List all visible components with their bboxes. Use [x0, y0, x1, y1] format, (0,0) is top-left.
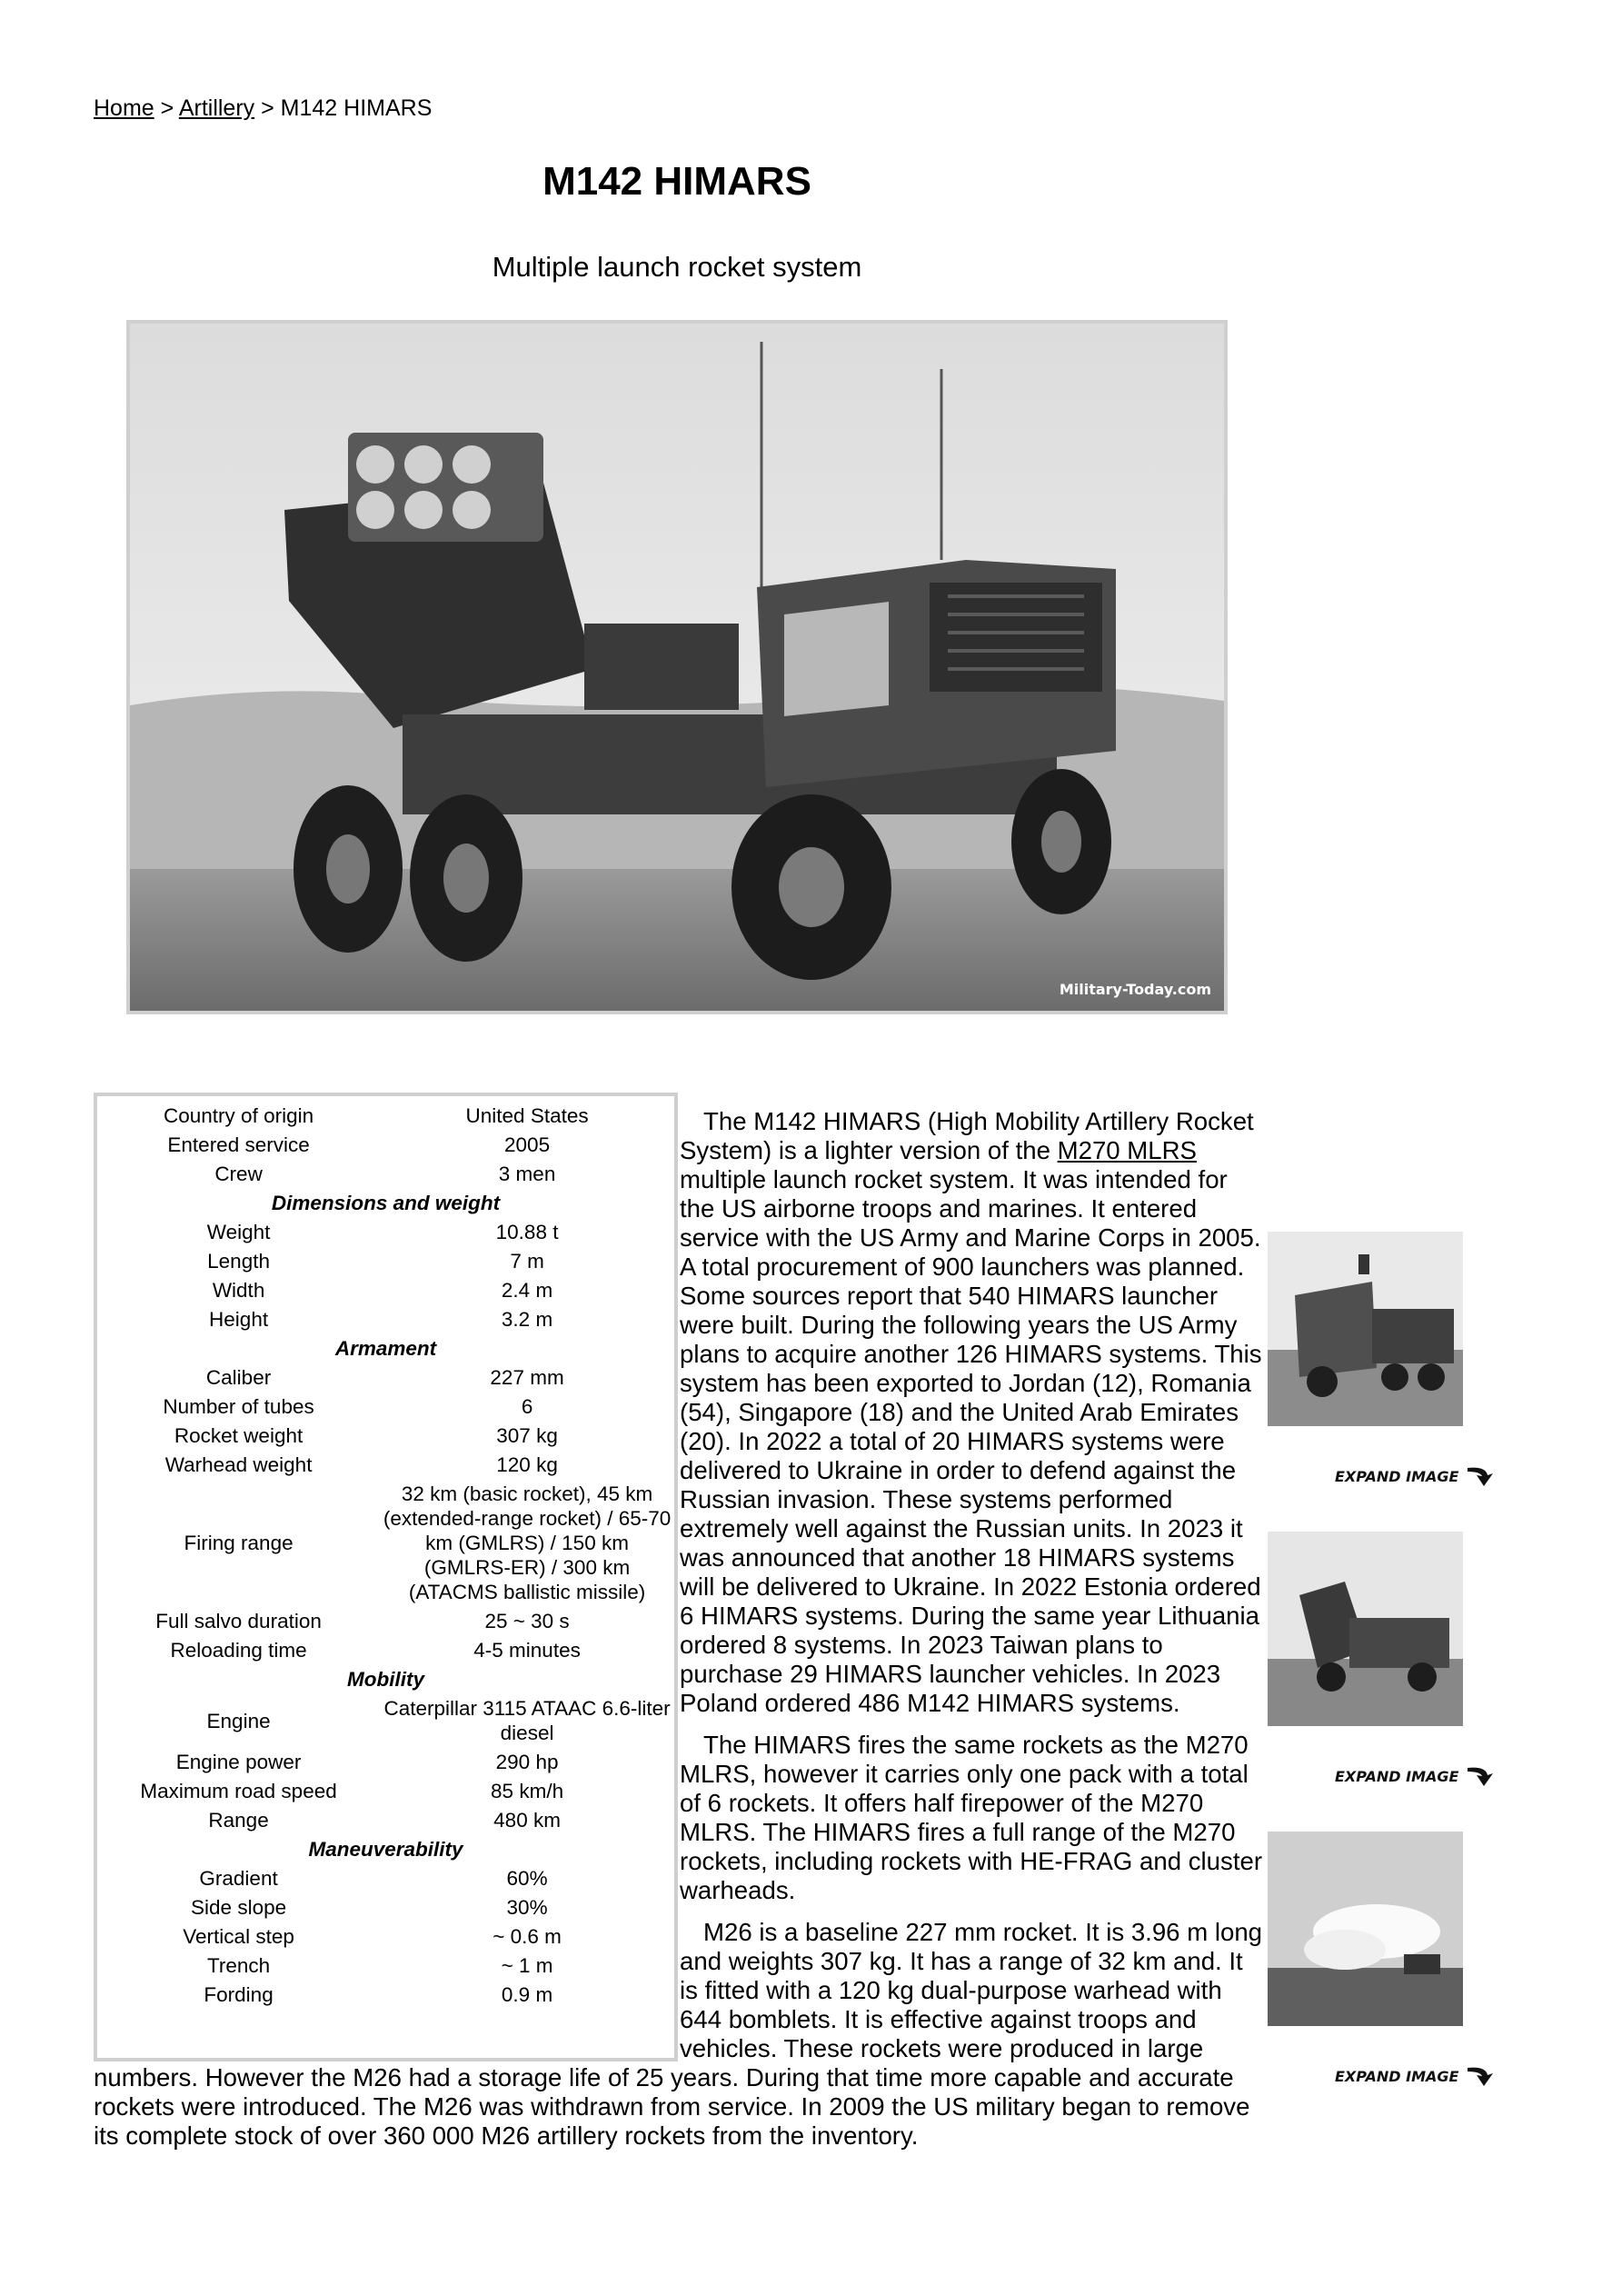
spec-label: Firing range: [184, 1532, 294, 1554]
spec-value: Caterpillar 3115 ATAAC 6.6-liter diesel: [383, 1697, 671, 1744]
spec-label: Fording: [204, 1983, 274, 2006]
spec-label: Entered service: [167, 1133, 310, 1156]
spec-section-title: Maneuverability: [308, 1838, 463, 1861]
spec-label: Vertical step: [183, 1925, 294, 1948]
breadcrumb-separator: >: [254, 95, 281, 121]
spec-value: 2.4 m: [501, 1279, 553, 1302]
article-text: [94, 1107, 1266, 2163]
expand-image-button[interactable]: [1331, 2062, 1495, 2090]
spec-label: Engine: [206, 1709, 271, 1732]
spec-value: 3.2 m: [501, 1308, 553, 1331]
thumbnail-image: [1268, 1832, 1463, 2026]
spec-value: 6: [521, 1395, 533, 1418]
spec-value: 30%: [506, 1896, 548, 1919]
expand-image-label: EXPAND IMAGE: [1335, 2068, 1459, 2085]
spec-value: ~ 0.6 m: [493, 1925, 562, 1948]
spec-section-title: Mobility: [347, 1668, 424, 1691]
article-text-span: multiple launch rocket system. It was intended for the US airborne troops and marines. It entered service with the US Army and Marine Corps in 2005. A total procurement of 900 launchers was planned. Some sources report that 540 HIMARS launcher were built. During the following years the US Army plans to acquire another 126 HIMARS systems. This system has been exported to Jordan (12), Romania (54), Singapore (18) and the United Arab Emirates (20). In 2022 a total of 20 HIMARS systems were delivered to Ukraine in order to defend against the Russian invasion. These systems performed extremely well against the Russian units. In 2023 it was announced that another 18 HIMARS systems will be delivered to Ukraine. In 2022 Estonia ordered 6 HIMARS systems. During the same year Lithuania ordered 8 systems. In 2023 Taiwan plans to purchase 29 HIMARS launcher vehicles. In 2023 Poland ordered 486 M142 HIMARS systems.: [680, 1165, 1262, 1717]
spec-label: Crew: [214, 1163, 263, 1185]
photo-watermark: Military-Today.com: [1059, 981, 1211, 998]
breadcrumb: [94, 94, 432, 123]
spec-value: 2005: [504, 1133, 551, 1156]
breadcrumb-link-home[interactable]: Home: [94, 95, 154, 121]
spec-value: 10.88 t: [495, 1221, 559, 1243]
spec-value: 60%: [506, 1867, 548, 1890]
spec-label: Height: [209, 1308, 269, 1331]
spec-value: 227 mm: [490, 1366, 564, 1389]
spec-label: Side slope: [191, 1896, 287, 1919]
main-photo: [126, 320, 1228, 1014]
spec-value: 4-5 minutes: [473, 1639, 581, 1662]
breadcrumb-link-artillery[interactable]: Artillery: [178, 95, 255, 121]
gallery-thumbnail-2[interactable]: [1268, 1532, 1463, 1726]
page-subtitle: Multiple launch rocket system: [492, 251, 862, 283]
spec-label: Trench: [206, 1954, 271, 1977]
spec-label: Country of origin: [164, 1104, 314, 1127]
breadcrumb-separator: >: [154, 95, 179, 121]
spec-value: 0.9 m: [501, 1983, 553, 2006]
spec-label: Engine power: [175, 1751, 302, 1773]
expand-image-icon: [1331, 1762, 1495, 1790]
spec-section-title: Armament: [334, 1337, 437, 1360]
gallery-thumbnail-3[interactable]: [1268, 1832, 1463, 2026]
spec-label: Full salvo duration: [155, 1610, 322, 1632]
article-paragraph: M26 is a baseline 227 mm rocket. It is 3.96 m long and weights 307 kg. It has a range of 32 km and. It is fitted with a 120 kg dual-purpose warhead with 644 bomblets. It is effective against troops and vehicles. These rockets were produced in large numbers. However the M26 had a storage life of 25 years. During that time more capable and accurate rockets were introduced. The M26 was withdrawn from service. In 2009 the US military began to remove its complete stock of over 360 000 M26 artillery rockets from the inventory.: [94, 1918, 1263, 2150]
spec-label: Weight: [206, 1221, 271, 1243]
article-text-span: The M142 HIMARS (High Mobility Artillery Rocket System) is a lighter version of the: [680, 1107, 1254, 1164]
thumbnail-image: [1268, 1532, 1463, 1726]
spec-label: Gradient: [199, 1867, 278, 1890]
image-gallery: [1268, 1232, 1463, 2131]
expand-image-label: EXPAND IMAGE: [1335, 1768, 1459, 1785]
spec-label: Width: [212, 1279, 265, 1302]
spec-value: 290 hp: [495, 1751, 559, 1773]
spec-value: 120 kg: [496, 1453, 558, 1476]
expand-image-icon: [1331, 1462, 1495, 1490]
link-m270-mlrs[interactable]: M270 MLRS: [1057, 1136, 1197, 1164]
spec-value: United States: [465, 1104, 589, 1127]
himars-photo: [130, 324, 1224, 1011]
expand-image-button[interactable]: [1331, 1762, 1495, 1790]
spec-value: 307 kg: [496, 1424, 558, 1447]
spec-section-title: Dimensions and weight: [271, 1192, 501, 1214]
page-title: M142 HIMARS: [542, 159, 811, 204]
expand-image-icon: [1331, 2062, 1495, 2090]
spec-value: 480 km: [493, 1809, 561, 1832]
gallery-thumbnail-1[interactable]: [1268, 1232, 1463, 1426]
spec-label: Maximum road speed: [140, 1780, 337, 1802]
spec-value: 32 km (basic rocket), 45 km (extended-range rocket) / 65-70 km (GMLRS) / 150 km (GMLRS-ER) / 300 km (ATACMS ballistic missile): [383, 1482, 672, 1603]
spec-value: 85 km/h: [491, 1780, 564, 1802]
spec-label: Warhead weight: [164, 1453, 313, 1476]
article-paragraph: The HIMARS fires the same rockets as the M270 MLRS, however it carries only one pack with a total of 6 rockets. It offers half firepower of the M270 MLRS. The HIMARS fires a full range of the M270 rockets, including rockets with HE-FRAG and cluster warheads.: [680, 1731, 1263, 1904]
table-float-spacer: [94, 1107, 678, 2061]
spec-value: 25 ~ 30 s: [484, 1610, 570, 1632]
spec-value: 3 men: [498, 1163, 556, 1185]
spec-label: Number of tubes: [163, 1395, 314, 1418]
spec-label: Range: [208, 1809, 269, 1832]
breadcrumb-current: M142 HIMARS: [280, 95, 433, 121]
thumbnail-image: [1268, 1232, 1463, 1426]
spec-label: Rocket weight: [174, 1424, 304, 1447]
spec-value: ~ 1 m: [501, 1954, 553, 1977]
spec-label: Reloading time: [170, 1639, 307, 1662]
expand-image-label: EXPAND IMAGE: [1335, 1468, 1459, 1485]
spec-label: Length: [207, 1250, 270, 1273]
expand-image-button[interactable]: [1331, 1462, 1495, 1490]
spec-label: Caliber: [205, 1366, 272, 1389]
spec-value: 7 m: [510, 1250, 544, 1273]
